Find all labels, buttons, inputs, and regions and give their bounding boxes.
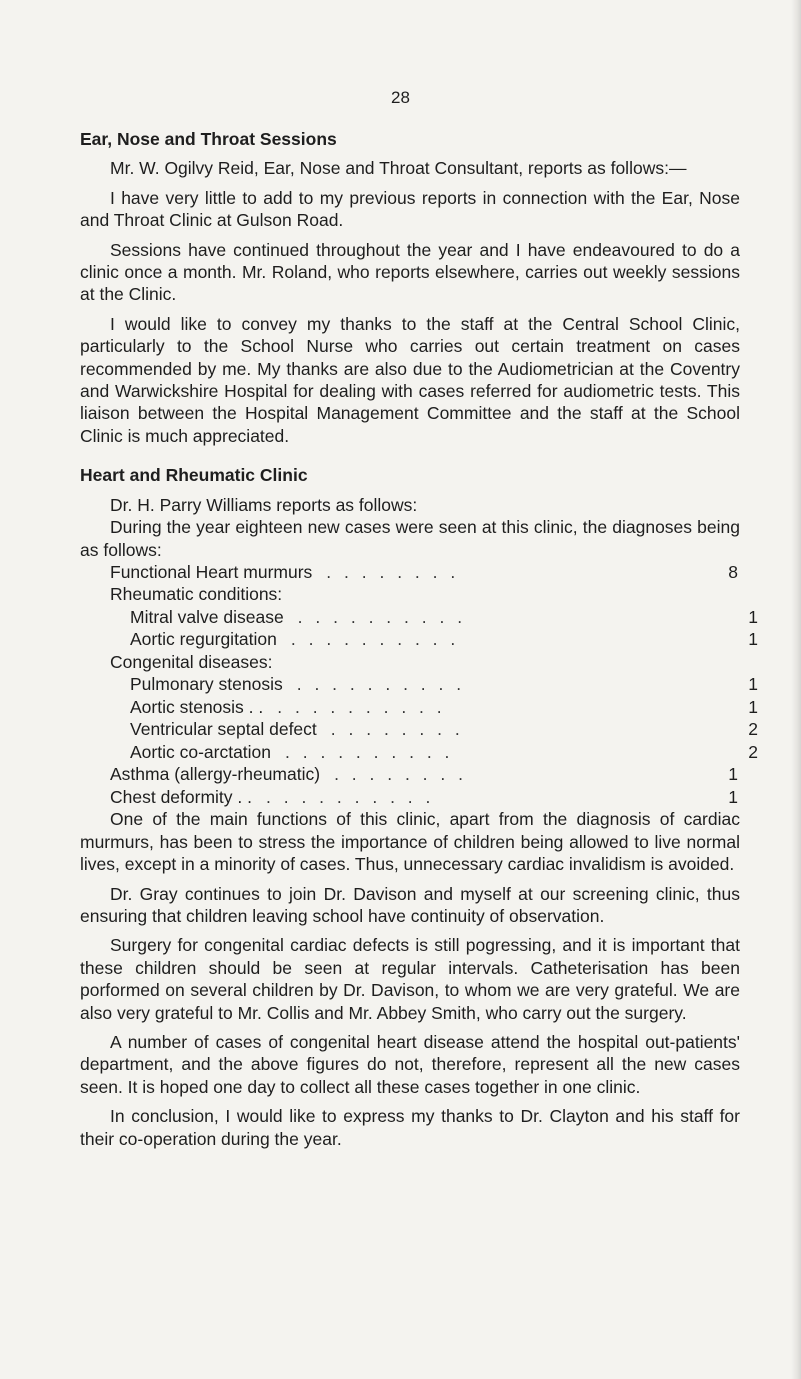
leader-dots: . . . . . . . . — [334, 764, 467, 785]
group-label: Rheumatic conditions: — [110, 584, 283, 605]
ent-sessions-heading: Ear, Nose and Throat Sessions — [80, 129, 337, 149]
diagnosis-label: Chest deformity . . — [110, 786, 252, 807]
page-content — [80, 128, 758, 1157]
diagnosis-row — [80, 718, 758, 741]
diagnoses-list — [80, 561, 758, 809]
diagnosis-count: 2 — [748, 741, 758, 762]
heart-paragraph-4: A number of cases of congenital heart disease attend the hospital out-patients' department, and the above figures do not, therefore, represent all the new cases seen. It is hoped one day to collect all these cases together in one clinic. — [80, 1032, 740, 1097]
group-label: Congenital diseases: — [110, 651, 273, 672]
diagnosis-count: 1 — [748, 629, 758, 650]
diagnosis-count: 1 — [728, 764, 738, 785]
leader-dots: . . . . . . . . . . — [285, 741, 454, 762]
diagnosis-row — [80, 763, 738, 786]
diagnosis-label: Pulmonary stenosis — [130, 674, 283, 695]
diagnosis-label: Functional Heart murmurs — [110, 561, 313, 582]
diagnosis-row — [80, 628, 758, 651]
ent-paragraph-1: Mr. W. Ogilvy Reid, Ear, Nose and Throat Consultant, reports as follows:— — [110, 158, 687, 179]
diagnosis-label: Aortic regurgitation — [130, 629, 277, 650]
leader-dots: . . . . . . . . — [326, 561, 460, 582]
heart-intro-2: During the year eighteen new cases were seen at this clinic, the diagnoses being as follows: — [80, 517, 740, 560]
diagnosis-row — [80, 673, 758, 696]
leader-dots: . . . . . . . . . . — [277, 696, 446, 717]
diagnosis-label: Mitral valve disease — [130, 606, 284, 627]
diagnosis-count: 1 — [748, 696, 758, 717]
heart-paragraph-1: One of the main functions of this clinic, apart from the diagnosis of cardiac murmurs, has been to stress the importance of children being allowed to live normal lives, except in a minority of cases. Thus, unnecessary cardiac invalidism is avoided. — [80, 809, 740, 875]
diagnosis-group-header — [80, 583, 738, 606]
leader-dots: . . . . . . . . . . — [297, 606, 467, 627]
diagnosis-label: Aortic stenosis . . — [130, 696, 264, 717]
heart-paragraph-5: In conclusion, I would like to express my thanks to Dr. Clayton and his staff for their co-operation during the year. — [80, 1106, 740, 1149]
heart-clinic-heading: Heart and Rheumatic Clinic — [80, 465, 308, 486]
leader-dots: . . . . . . . . . . — [290, 629, 460, 650]
leader-dots: . . . . . . . . . . — [296, 674, 466, 695]
diagnosis-row — [80, 786, 738, 809]
leader-dots: . . . . . . . . — [330, 719, 464, 740]
diagnosis-count: 1 — [728, 786, 738, 807]
section-gap — [80, 454, 740, 464]
diagnosis-label: Aortic co-arctation — [130, 741, 272, 762]
diagnosis-count: 1 — [748, 606, 758, 627]
diagnosis-row — [80, 561, 738, 584]
diagnosis-group-header — [80, 651, 738, 674]
diagnosis-count: 8 — [728, 561, 738, 582]
ent-paragraph-3: Sessions have continued throughout the year and I have endeavoured to do a clinic once a month. Mr. Roland, who reports elsewhere, carries out weekly sessions at the Clinic. — [80, 239, 740, 305]
diagnosis-row — [80, 696, 758, 719]
page-edge-shadow — [791, 0, 801, 1379]
diagnosis-count: 2 — [748, 719, 758, 740]
ent-paragraph-4: I would like to convey my thanks to the staff at the Central School Clinic, particularly to the School Nurse who carries out certain treatment on cases recommended by me. My thanks are also due to the Audiometrician at the Coventry and Warwickshire Hospital for dealing with cases referred for audiometric tests. This liaison between the Hospital Management Committee and the staff at the School Clinic is much appreciated. — [80, 313, 740, 446]
heart-paragraph-2: Dr. Gray continues to join Dr. Davison and myself at our screening clinic, thus ensuring that children leaving school have continuity of observation. — [80, 883, 740, 927]
diagnosis-row — [80, 741, 758, 764]
diagnosis-row — [80, 606, 758, 629]
heart-intro-1: Dr. H. Parry Williams reports as follows: — [110, 494, 418, 515]
heart-paragraph-3: Surgery for congenital cardiac defects is still pogressing, and it is important that these children should be seen at regular intervals. Catheterisation has been porformed on several children by Dr. Davison, to whom we are very grateful. We are also very grateful to Mr. Collis and Mr. Abbey Smith, who carry out the surgery. — [80, 935, 740, 1023]
leader-dots: . . . . . . . . . . — [266, 786, 435, 807]
diagnosis-label: Asthma (allergy-rheumatic) — [110, 764, 321, 785]
diagnosis-label: Ventricular septal defect — [130, 719, 317, 740]
page-number: 28 — [391, 88, 410, 107]
diagnosis-count: 1 — [748, 674, 758, 695]
ent-paragraph-2: I have very little to add to my previous reports in connection with the Ear, Nose and Throat Clinic at Gulson Road. — [80, 187, 740, 231]
